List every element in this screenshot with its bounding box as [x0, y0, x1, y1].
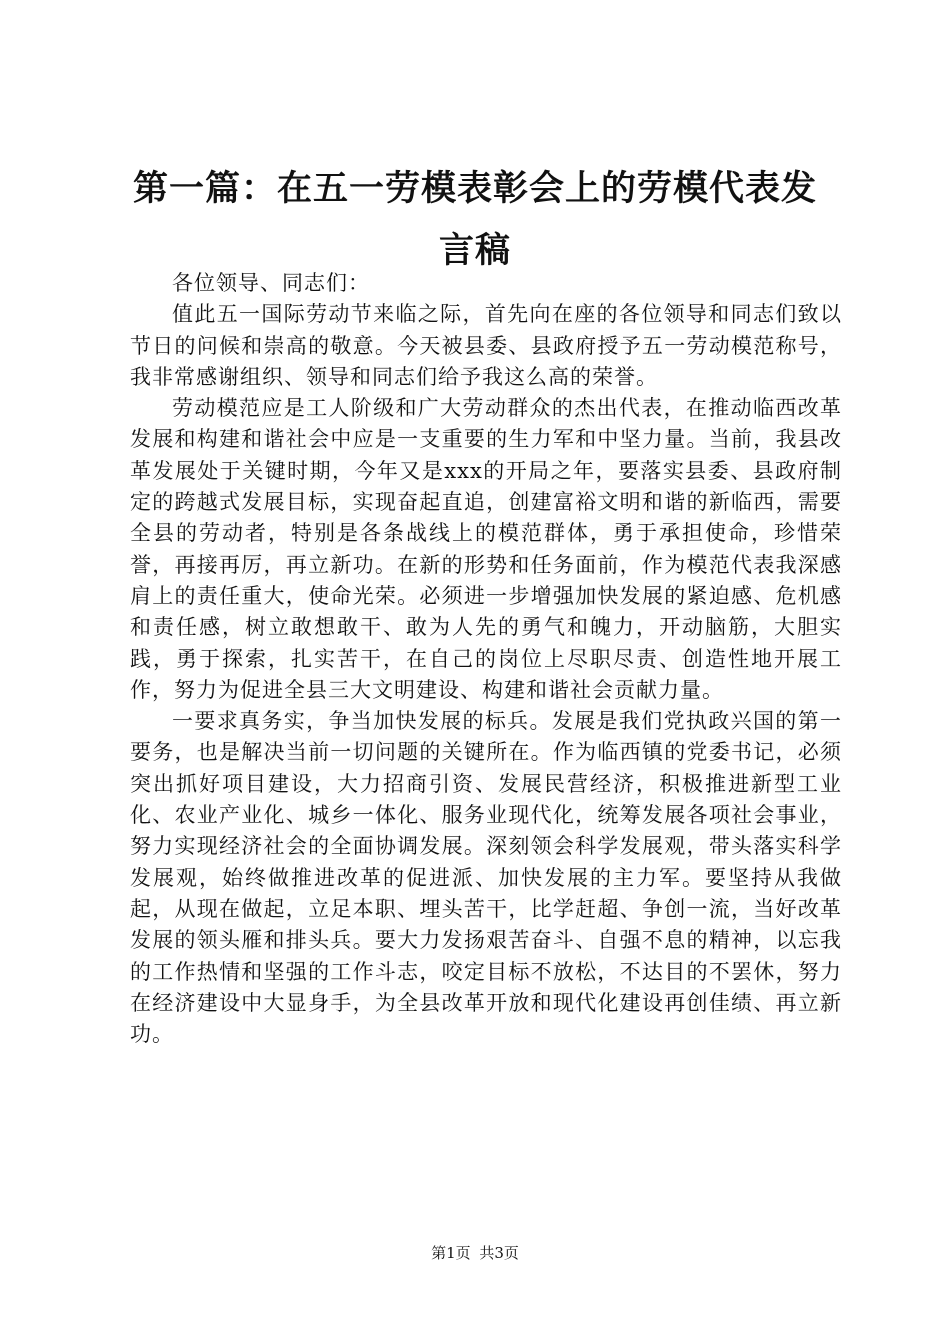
page-total: 共3页 — [479, 1244, 519, 1262]
paragraph: 劳动模范应是工人阶级和广大劳动群众的杰出代表，在推动临西改革发展和构建和谐社会中应是一支重要的生力军和中坚力量。当前，我县改革发展处于关键时期，今年又是xxx的开局之年，要落实县委、县政府制定的跨越式发展目标，实现奋起直追，创建富裕文明和谐的新临西，需要全县的劳动者，特别是各条战线上的模范群体，勇于承担使命，珍惜荣誉，再接再厉，再立新功。在新的形势和任务面前，作为模范代表我深感肩上的责任重大，使命光荣。必须进一步增强加快发展的紧迫感、危机感和责任感，树立敢想敢干、敢为人先的勇气和魄力，开动脑筋，大胆实践，勇于探索，扎实苦干，在自己的岗位上尽职尽责、创造性地开展工作，努力为促进全县三大文明建设、构建和谐社会贡献力量。 — [130, 396, 842, 702]
document-body — [130, 268, 842, 1050]
salutation: 各位领导、同志们： — [172, 271, 370, 295]
paragraph: 值此五一国际劳动节来临之际，首先向在座的各位领导和同志们致以节日的问候和崇高的敬意。今天被县委、县政府授予五一劳动模范称号，我非常感谢组织、领导和同志们给予我这么高的荣誉。 — [130, 302, 842, 389]
page-number: 第1页 — [431, 1244, 471, 1262]
page-footer — [0, 1242, 950, 1264]
paragraph: 一要求真务实，争当加快发展的标兵。发展是我们党执政兴国的第一要务，也是解决当前一切问题的关键所在。作为临西镇的党委书记，必须突出抓好项目建设，大力招商引资、发展民营经济，积极推进新型工业化、农业产业化、城乡一体化、服务业现代化，统筹发展各项社会事业，努力实现经济社会的全面协调发展。深刻领会科学发展观，带头落实科学发展观，始终做推进改革的促进派、加快发展的主力军。要坚持从我做起，从现在做起，立足本职、埋头苦干，比学赶超、争创一流，当好改革发展的领头雁和排头兵。要大力发扬艰苦奋斗、自强不息的精神，以忘我的工作热情和坚强的工作斗志，咬定目标不放松，不达目的不罢休，努力在经济建设中大显身手，为全县改革开放和现代化建设再创佳绩、再立新功。 — [130, 709, 842, 1047]
document-title: 第一篇：在五一劳模表彰会上的劳模代表发言稿 — [132, 168, 817, 271]
